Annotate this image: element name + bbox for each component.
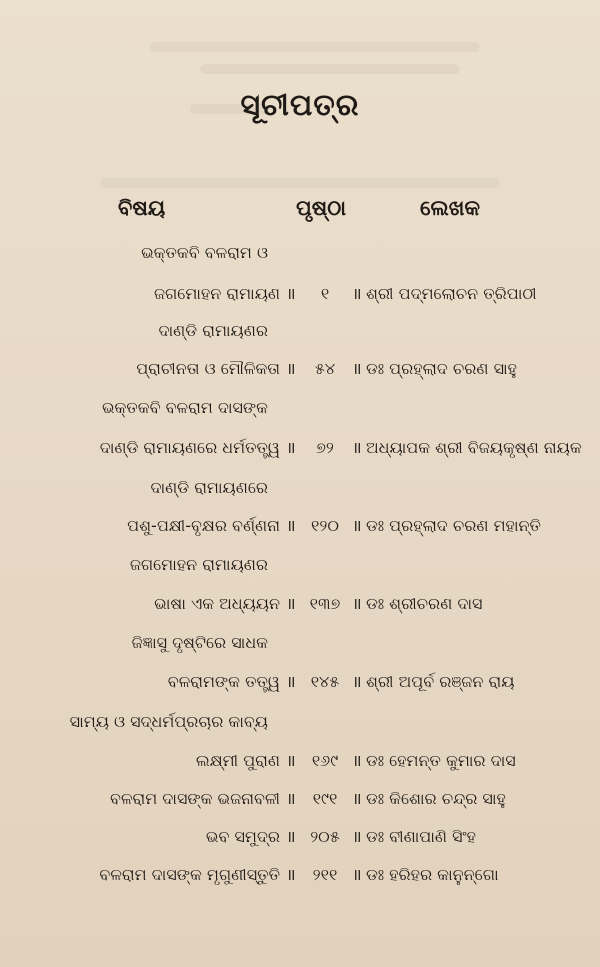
entry-author: ଅଧ୍ୟାପକ ଶ୍ରୀ ବିଜୟକୃଷ୍ଣ ନାୟକ: [366, 438, 582, 457]
entry-topic: ବଳରାମ ଦାସଙ୍କ ଭଜନାବଳୀ: [110, 789, 280, 808]
separator: ॥: [286, 827, 296, 846]
list-item: [0, 665, 600, 699]
separator: ॥: [286, 438, 296, 457]
entry-pre-line: [0, 471, 600, 505]
entry-page-number: ୭୨: [316, 438, 334, 457]
entry-author: ଶ୍ରୀ ଅପୂର୍ବ ରଞ୍ଜନ ରାୟ: [366, 672, 515, 691]
entry-topic-line1: ଜଗମୋହନ ରାମାୟଣର: [129, 555, 268, 574]
header-subject: ବିଷୟ: [118, 196, 166, 220]
separator: ॥: [352, 865, 362, 884]
entry-author: ଡଃ ଶ୍ରୀଚରଣ ଦାସ: [366, 594, 483, 613]
entry-topic-line1: ଭକ୍ତକବି ବଳରାମ ଦାସଙ୍କ: [101, 398, 268, 417]
entry-pre-line: [0, 391, 600, 425]
separator: ॥: [286, 359, 296, 378]
separator: ॥: [286, 672, 296, 691]
separator: ॥: [286, 594, 296, 613]
entry-author: ଡଃ ପ୍ରହ୍ଲାଦ ଚରଣ ସାହୁ: [366, 359, 517, 378]
separator: ॥: [352, 672, 362, 691]
entry-topic-line1: ଦାଣ୍ଡି ରାମାୟଣରେ: [150, 478, 268, 497]
entry-topic: ପ୍ରାଚୀନତା ଓ ମୌଳିକତା: [136, 359, 280, 378]
entry-topic: ଲକ୍ଷ୍ମୀ ପୁରାଣ: [195, 751, 280, 770]
entry-page-number: ୧୨୦: [311, 516, 339, 535]
header-author: ଲେଖକ: [420, 196, 481, 220]
entry-author: ଡଃ ହେମନ୍ତ କୁମାର ଦାସ: [366, 751, 516, 770]
entry-pre-line: [0, 314, 600, 348]
separator: ॥: [352, 751, 362, 770]
entry-topic-line1: ଭକ୍ତକବି ବଳରାମ ଓ: [141, 243, 268, 262]
entry-page-number: ୨୦୫: [310, 827, 340, 846]
list-item: [0, 509, 600, 543]
separator: ॥: [352, 359, 362, 378]
page-title: ସୂଚୀପତ୍ର: [240, 88, 360, 123]
entry-pre-line: [0, 626, 600, 660]
entry-topic-line1: ଦାଣ୍ଡି ରାମାୟଣର: [158, 321, 268, 340]
entry-page-number: ୫୪: [314, 359, 336, 378]
header-page: ପୃଷ୍ଠା: [296, 196, 347, 220]
separator: ॥: [286, 751, 296, 770]
list-item: [0, 744, 600, 778]
separator: ॥: [286, 516, 296, 535]
entry-page-number: ୧୪୫: [310, 672, 340, 691]
list-item: [0, 587, 600, 621]
entry-author: ଶ୍ରୀ ପଦ୍ମଲୋଚନ ତ୍ରିପାଠୀ: [366, 284, 537, 303]
entry-topic: ଭାଷା ଏକ ଅଧ୍ୟୟନ: [154, 594, 280, 613]
entry-topic: ଦାଣ୍ଡି ରାମାୟଣରେ ଧର୍ମତତ୍ତ୍ୱ: [99, 438, 280, 457]
list-item: [0, 431, 600, 465]
separator: ॥: [352, 827, 362, 846]
list-item: [0, 782, 600, 816]
entry-topic: ବଳରାମଙ୍କ ତତ୍ତ୍ୱ: [167, 672, 280, 691]
entry-topic-line1: ଜିଜ୍ଞାସୁ ଦୃଷ୍ଟିରେ ସାଧକ: [131, 633, 268, 652]
entry-topic: ପଶୁ-ପକ୍ଷୀ-ବୃକ୍ଷର ବର୍ଣ୍ଣନା: [127, 516, 280, 535]
entry-page-number: ୧: [320, 284, 330, 303]
separator: ॥: [352, 594, 362, 613]
separator: ॥: [286, 284, 296, 303]
list-item: [0, 858, 600, 892]
entry-page-number: ୨୧୧: [312, 865, 338, 884]
separator: ॥: [352, 789, 362, 808]
list-item: [0, 820, 600, 854]
entry-author: ଡଃ ବୀଣାପାଣି ସିଂହ: [366, 827, 476, 846]
entry-topic-line1: ସାମ୍ୟ ଓ ସଦ୍ଧର୍ମପ୍ରଚାର କାବ୍ୟ: [69, 712, 268, 731]
entry-author: ଡଃ ହରିହର କାନୁନ୍‌ଗୋ: [366, 865, 499, 884]
entry-pre-line: [0, 705, 600, 739]
separator: ॥: [286, 789, 296, 808]
entry-author: ଡଃ କିଶୋର ଚନ୍ଦ୍ର ସାହୁ: [366, 789, 506, 808]
entry-pre-line: [0, 548, 600, 582]
entry-page-number: ୧୩୭: [309, 594, 341, 613]
entry-pre-line: [0, 236, 600, 270]
separator: ॥: [286, 865, 296, 884]
entry-page-number: ୧୯୧: [312, 789, 338, 808]
entry-page-number: ୧୬୯: [311, 751, 339, 770]
entry-topic: ଭବ ସମୁଦ୍ର: [205, 827, 280, 846]
list-item: [0, 277, 600, 311]
separator: ॥: [352, 438, 362, 457]
entry-topic: ଜଗମୋହନ ରାମାୟଣ: [153, 284, 280, 303]
entry-topic: ବଳରାମ ଦାସଙ୍କ ମୃଗୁଣୀସ୍ତୁତି: [99, 865, 280, 884]
separator: ॥: [352, 516, 362, 535]
list-item: [0, 352, 600, 386]
entry-author: ଡଃ ପ୍ରହ୍ଲାଦ ଚରଣ ମହାନ୍ତି: [366, 516, 541, 535]
separator: ॥: [352, 284, 362, 303]
